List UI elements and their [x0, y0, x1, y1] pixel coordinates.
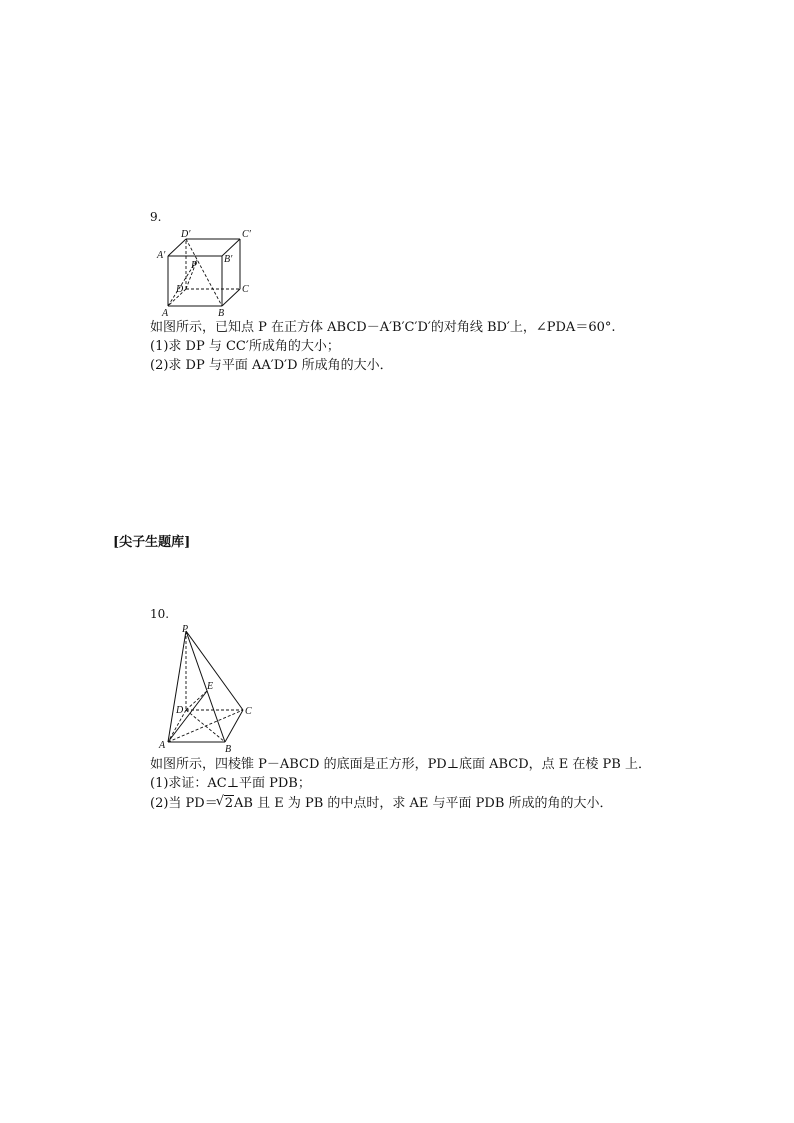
pyramid-edge-BC	[225, 710, 243, 742]
label-Bprime: B′	[224, 254, 233, 265]
cube-edge-DprimeAprime	[168, 239, 186, 256]
section-title: [尖子生题库]	[113, 535, 191, 550]
label-C: C	[242, 284, 249, 295]
question-10-part-2-suffix: AB 且 E 为 PB 的中点时，求 AE 与平面 PDB 所成的角的大小．	[234, 796, 613, 811]
pyramid-edge-PC	[186, 631, 243, 710]
sqrt-sign-icon: √	[215, 794, 225, 809]
label-A: A	[162, 308, 169, 318]
label-B: B	[225, 744, 232, 754]
pyramid-edge-PB	[186, 631, 225, 742]
question-9-part-1: (1)求 DP 与 CC′所成角的大小；	[150, 339, 340, 354]
label-A: A	[159, 740, 166, 751]
label-E: E	[207, 681, 214, 692]
label-Dprime: D′	[181, 229, 191, 240]
sqrt-radicand: 2	[224, 796, 233, 811]
cube-diagonal-BDprime	[186, 239, 222, 306]
label-Cprime: C′	[242, 229, 251, 240]
label-C: C	[245, 706, 252, 717]
segment-AE	[168, 691, 207, 742]
question-10-part-1: (1)求证：AC⊥平面 PDB；	[150, 776, 311, 791]
label-D: D	[176, 705, 184, 716]
sqrt-expression	[215, 794, 234, 813]
question-10-stem: 如图所示，四棱锥 P－ABCD 的底面是正方形，PD⊥底面 ABCD，点 E 在棱 PB 上．	[150, 757, 651, 772]
cube-edge-BC	[222, 289, 240, 306]
segment-DE	[186, 691, 207, 710]
question-10-part-2	[150, 795, 613, 813]
pyramid-figure	[150, 622, 260, 754]
label-P: P	[182, 624, 189, 635]
question-10-part-2-prefix: (2)当 PD＝	[150, 796, 218, 811]
label-Aprime: A′	[157, 250, 166, 261]
label-P: P	[191, 260, 198, 271]
cube-figure	[150, 226, 260, 318]
question-9-number: 9.	[150, 210, 162, 224]
question-9-part-2: (2)求 DP 与平面 AA′D′D 所成角的大小．	[150, 358, 393, 373]
label-D: D	[176, 284, 184, 295]
question-9-stem: 如图所示，已知点 P 在正方体 ABCD－A′B′C′D′的对角线 BD′上，∠PDA＝60°.	[150, 320, 616, 335]
label-B: B	[218, 308, 225, 318]
question-10-number: 10.	[150, 607, 170, 621]
